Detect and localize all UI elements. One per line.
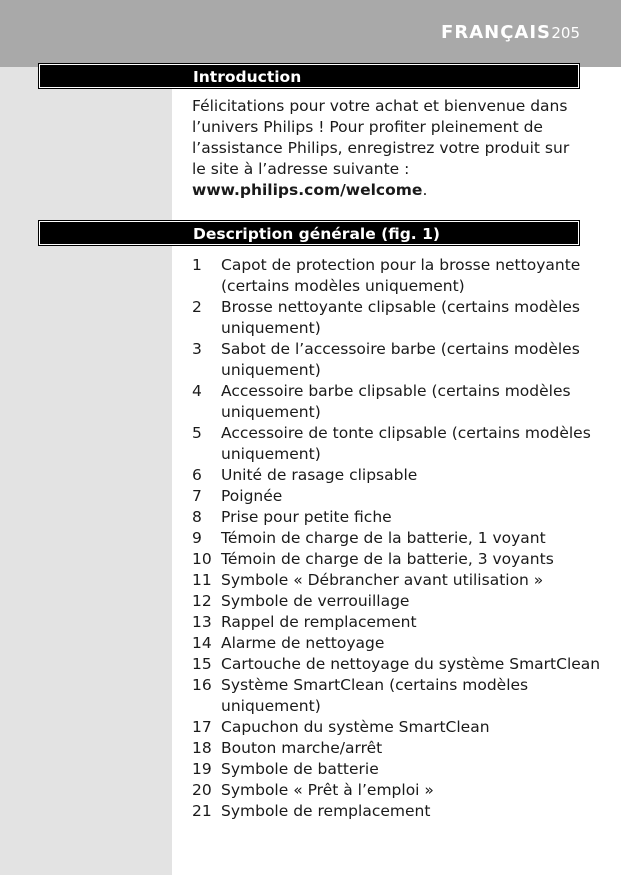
list-item (192, 780, 617, 801)
section-bar-introduction (38, 63, 580, 89)
list-item-number: 20 (192, 781, 212, 799)
list-item-text: Poignée (221, 487, 283, 505)
list-item-text: Brosse nettoyante clipsable (certains modèles uniquement) (221, 298, 581, 337)
list-item (192, 738, 617, 759)
list-item (192, 381, 617, 423)
list-item-text: Accessoire barbe clipsable (certains modèles uniquement) (221, 382, 571, 421)
list-item-text: Prise pour petite fiche (221, 508, 392, 526)
section-bar-description (38, 220, 580, 246)
list-item (192, 549, 617, 570)
list-item (192, 423, 617, 465)
list-item (192, 507, 617, 528)
list-item (192, 297, 617, 339)
list-item-text: Bouton marche/arrêt (221, 739, 383, 757)
list-item (192, 759, 617, 780)
list-item-number: 2 (192, 298, 202, 316)
list-item-number: 1 (192, 256, 202, 274)
list-item (192, 570, 617, 591)
list-item-text: Capot de protection pour la brosse nettoyante (certains modèles uniquement) (221, 256, 581, 295)
list-item-text: Symbole de remplacement (221, 802, 431, 820)
list-item (192, 675, 617, 717)
list-item-text: Symbole « Débrancher avant utilisation » (221, 571, 544, 589)
list-item-text: Alarme de nettoyage (221, 634, 385, 652)
list-item-number: 5 (192, 424, 202, 442)
list-item-text: Témoin de charge de la batterie, 1 voyant (221, 529, 546, 547)
list-item-text: Symbole de verrouillage (221, 592, 410, 610)
list-item (192, 717, 617, 738)
list-item (192, 465, 617, 486)
list-item-text: Symbole « Prêt à l’emploi » (221, 781, 434, 799)
intro-text: Félicitations pour votre achat et bienvenue dans l’univers Philips ! Pour profiter pleinement de l’assistance Philips, enregistrez votre produit sur le site à l’adresse suivante : (192, 97, 570, 178)
intro-paragraph (192, 96, 572, 201)
list-item (192, 654, 617, 675)
list-item-text: Accessoire de tonte clipsable (certains modèles uniquement) (221, 424, 591, 463)
page-header (0, 0, 621, 67)
list-item (192, 633, 617, 654)
list-item-number: 15 (192, 655, 212, 673)
philips-welcome-link[interactable]: www.philips.com/welcome (192, 181, 423, 199)
list-item-text: Témoin de charge de la batterie, 3 voyants (221, 550, 554, 568)
list-item (192, 486, 617, 507)
section-title-description: Description générale (fig. 1) (193, 225, 440, 243)
list-item-number: 4 (192, 382, 202, 400)
list-item-number: 21 (192, 802, 212, 820)
list-item-number: 14 (192, 634, 212, 652)
list-item-number: 3 (192, 340, 202, 358)
language-label: FRANÇAIS (441, 22, 551, 43)
list-item (192, 591, 617, 612)
list-item-number: 9 (192, 529, 202, 547)
list-item-text: Sabot de l’accessoire barbe (certains modèles uniquement) (221, 340, 580, 379)
list-item-number: 18 (192, 739, 212, 757)
list-item (192, 339, 617, 381)
list-item-text: Cartouche de nettoyage du système SmartClean (221, 655, 601, 673)
parts-list (192, 255, 617, 822)
list-item-number: 16 (192, 676, 212, 694)
list-item (192, 801, 617, 822)
intro-text-end: . (422, 181, 428, 199)
list-item-number: 7 (192, 487, 202, 505)
list-item-text: Symbole de batterie (221, 760, 379, 778)
list-item (192, 528, 617, 549)
list-item-number: 8 (192, 508, 202, 526)
section-title-introduction: Introduction (193, 68, 302, 86)
list-item-text: Capuchon du système SmartClean (221, 718, 490, 736)
list-item-text: Unité de rasage clipsable (221, 466, 418, 484)
list-item-number: 17 (192, 718, 212, 736)
list-item-number: 11 (192, 571, 212, 589)
list-item-number: 12 (192, 592, 212, 610)
list-item-text: Système SmartClean (certains modèles uniquement) (221, 676, 529, 715)
list-item-number: 6 (192, 466, 202, 484)
left-margin-strip (0, 0, 172, 875)
list-item-number: 10 (192, 550, 212, 568)
list-item-text: Rappel de remplacement (221, 613, 417, 631)
list-item (192, 612, 617, 633)
list-item (192, 255, 617, 297)
list-item-number: 13 (192, 613, 212, 631)
list-item-number: 19 (192, 760, 212, 778)
page-number: 205 (551, 24, 580, 42)
